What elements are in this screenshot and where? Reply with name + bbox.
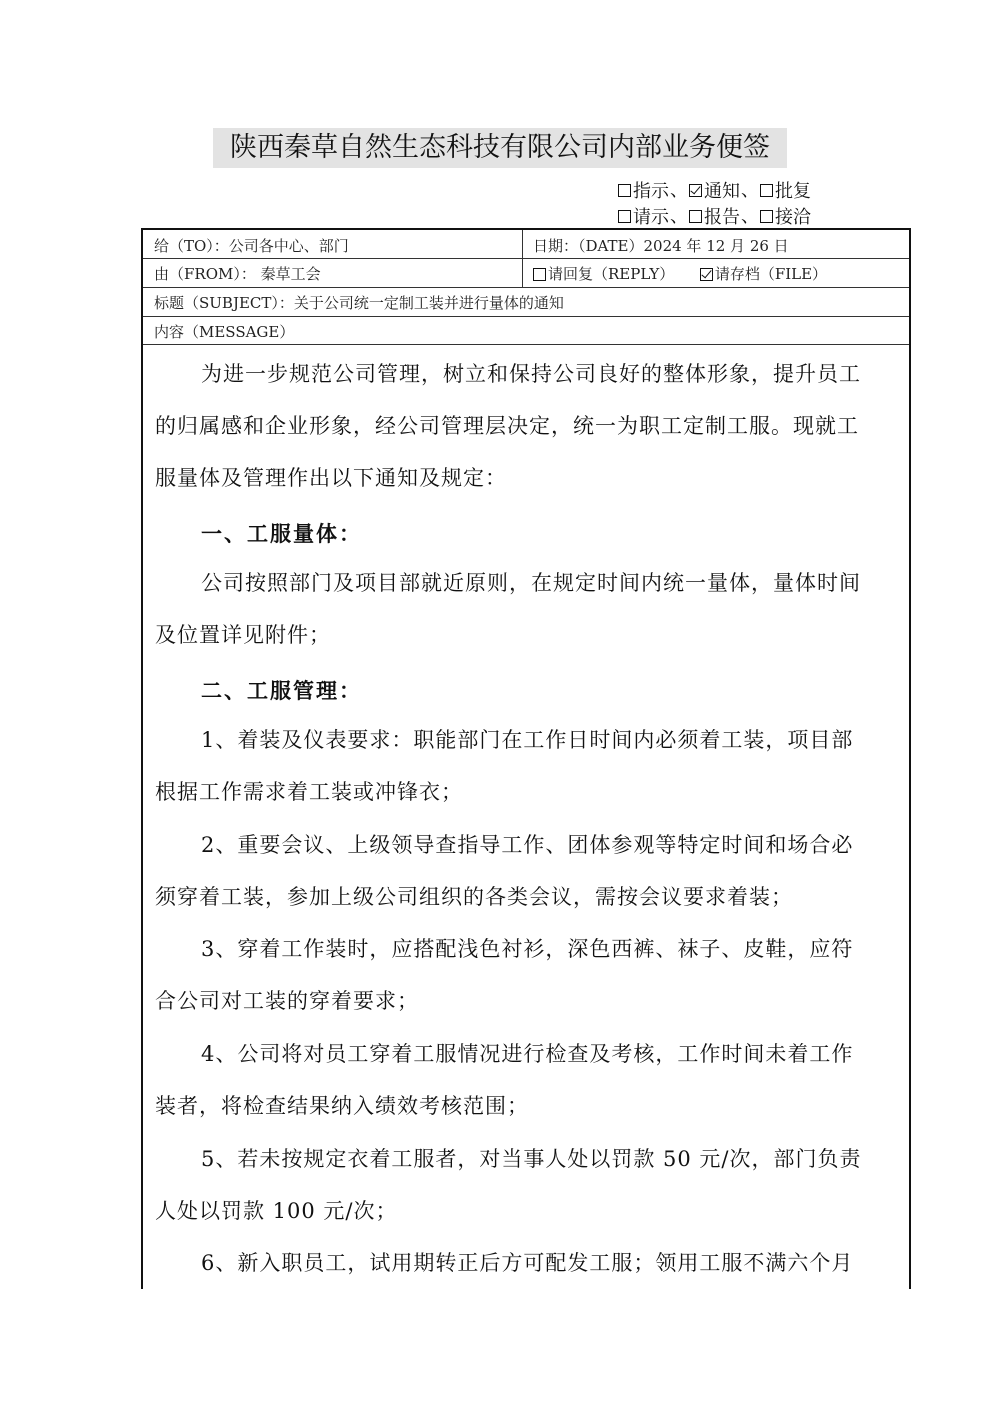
row-divider (143, 316, 909, 317)
option-request[interactable]: 请示 (618, 203, 669, 229)
option-reply[interactable]: 请回复（REPLY） (533, 263, 674, 284)
subject-field: 标题（SUBJECT）：关于公司统一定制工装并进行量体的通知 (154, 294, 564, 312)
date-field: 日期：（DATE）2024 年 12 月 26 日 (533, 237, 789, 255)
section-heading-measure: 一、工服量体： (201, 521, 362, 546)
option-file[interactable]: 请存档（FILE） (700, 263, 827, 284)
title-highlight (213, 128, 787, 168)
checkbox-checked-icon[interactable] (689, 184, 702, 197)
rule-item-4: 4、公司将对员工穿着工服情况进行检查及考核，工作时间未着工作 装者，将检查结果纳入绩效考核范围； (155, 1042, 854, 1118)
section1-paragraph: 公司按照部门及项目部就近原则，在规定时间内统一量体，量体时间 及位置详见附件； (155, 571, 861, 647)
reply-file-options (533, 263, 827, 284)
memo-form (141, 228, 911, 1289)
intro-paragraph: 为进一步规范公司管理，树立和保持公司良好的整体形象，提升员工 的归属感和企业形象，经公司管理层决定，统一为职工定制工服。现就工 服量体及管理作出以下通知及规定： (155, 362, 861, 490)
row-divider (143, 344, 909, 345)
option-negotiate[interactable]: 接洽 (760, 203, 811, 229)
rule-item-5: 5、若未按规定衣着工服者，对当事人处以罚款 50 元/次，部门负责 人处以罚款 100 元/次； (155, 1147, 862, 1223)
to-field: 给（TO）：公司各中心、部门 (154, 237, 349, 255)
rule-item-6: 6、新入职员工，试用期转正后方可配发工服；领用工服不满六个月 (201, 1251, 854, 1275)
option-instruct[interactable]: 指示 (618, 177, 669, 203)
checkbox-icon[interactable] (689, 210, 702, 223)
option-notice[interactable]: 通知 (689, 177, 740, 203)
row-divider (143, 258, 909, 259)
option-approval[interactable]: 批复 (760, 177, 811, 203)
checkbox-icon[interactable] (618, 210, 631, 223)
rule-item-3: 3、穿着工作装时，应搭配浅色衬衫，深色西裤、袜子、皮鞋，应符 合公司对工装的穿着要求； (155, 937, 854, 1013)
message-label: 内容（MESSAGE） (154, 323, 295, 341)
from-field: 由（FROM）： 秦草工会 (154, 265, 321, 283)
section-heading-management: 二、工服管理： (201, 678, 362, 703)
rule-item-2: 2、重要会议、上级领导查指导工作、团体参观等特定时间和场合必 须穿着工装，参加上级公司组织的各类会议，需按会议要求着装； (155, 833, 854, 909)
checkbox-icon[interactable] (760, 210, 773, 223)
checkbox-icon[interactable] (760, 184, 773, 197)
memo-type-row-1: 指示 、 通知 、 批复 (618, 176, 811, 203)
checkbox-icon[interactable] (533, 268, 546, 281)
rule-item-1: 1、着装及仪表要求：职能部门在工作日时间内必须着工装，项目部 根据工作需求着工装或冲锋衣； (155, 728, 854, 804)
row-divider (143, 287, 909, 288)
option-report[interactable]: 报告 (689, 203, 740, 229)
memo-type-row-2: 请示 、 报告 、 接洽 (618, 202, 811, 229)
checkbox-checked-icon[interactable] (700, 268, 713, 281)
checkbox-icon[interactable] (618, 184, 631, 197)
page-title: 陕西秦草自然生态科技有限公司内部业务便签 (230, 132, 770, 163)
